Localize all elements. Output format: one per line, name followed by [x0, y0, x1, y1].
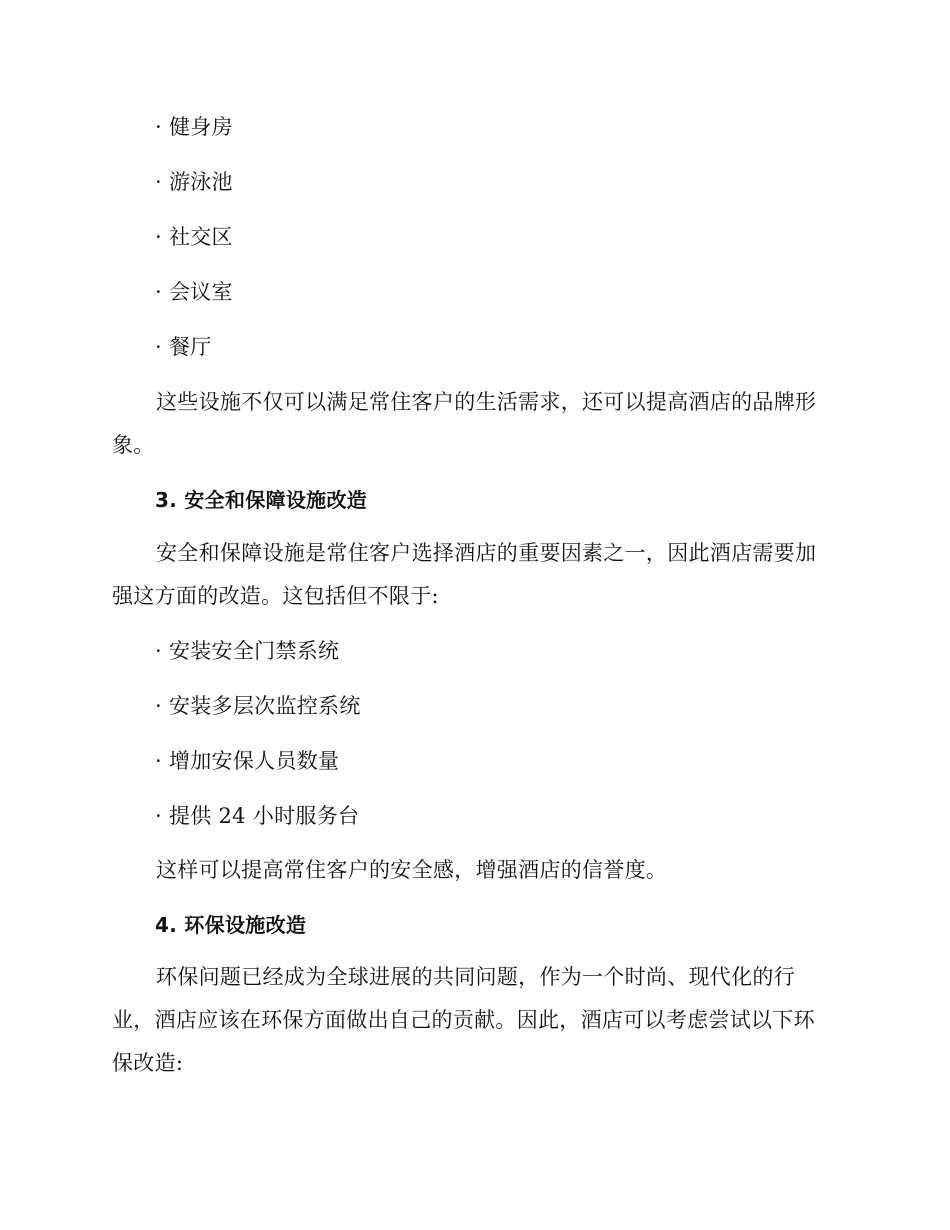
section3-intro: 安全和保障设施是常住客户选择酒店的重要因素之一，因此酒店需要加强这方面的改造。这包括但不限于:	[112, 541, 817, 608]
list-item-security-staff: · 增加安保人员数量	[155, 749, 340, 773]
list-item-restaurant: · 餐厅	[155, 335, 212, 359]
list-item-service-desk: · 提供 24 小时服务台	[155, 804, 360, 828]
list-item-pool: · 游泳池	[155, 170, 233, 194]
section2-conclusion: 这些设施不仅可以满足常住客户的生活需求，还可以提高酒店的品牌形象。	[112, 390, 817, 457]
list-item-surveillance: · 安装多层次监控系统	[155, 694, 361, 718]
section4-intro: 环保问题已经成为全球进展的共同问题，作为一个时尚、现代化的行业，酒店应该在环保方面做出自己的贡献。因此，酒店可以考虑尝试以下环保改造:	[112, 965, 815, 1075]
list-item-gym: · 健身房	[155, 115, 233, 139]
list-item-meeting-room: · 会议室	[155, 280, 233, 304]
section3-heading: 3. 安全和保障设施改造	[155, 488, 368, 512]
list-item-access-control: · 安装安全门禁系统	[155, 639, 340, 663]
section4-heading: 4. 环保设施改造	[155, 913, 307, 937]
section3-conclusion: 这样可以提高常住客户的安全感，增强酒店的信誉度。	[156, 858, 668, 882]
list-item-social-area: · 社交区	[155, 225, 233, 249]
